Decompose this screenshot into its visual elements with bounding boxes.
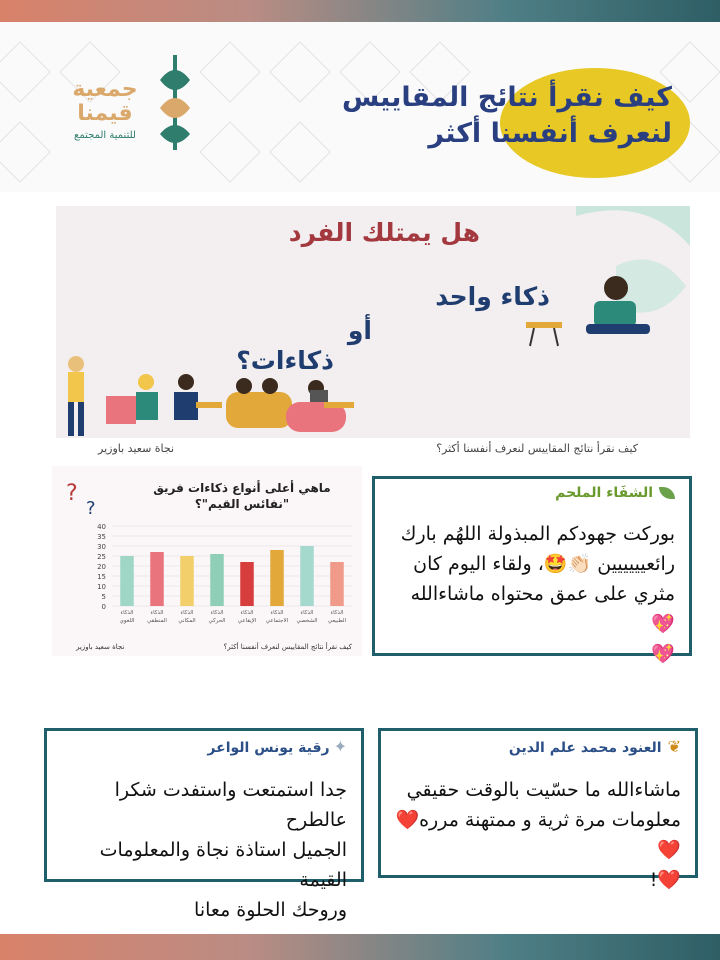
chart-bar xyxy=(150,552,164,606)
comment-card-3 xyxy=(44,728,364,921)
comment-card-1 xyxy=(372,476,692,665)
logo-tagline: للتنمية المجتمع xyxy=(74,130,136,141)
chart-title-line2: "نفائس القيم"؟ xyxy=(194,497,290,511)
y-tick-label: 30 xyxy=(97,543,106,551)
logo-name-line2: قيمنا xyxy=(77,101,133,126)
slide2-footer-title: كيف نقرأ نتائج المقاييس لنعرف أنفسنا أكثر؟ xyxy=(223,643,352,651)
y-tick-label: 25 xyxy=(97,553,106,561)
logo-emblem-icon xyxy=(150,50,200,160)
x-category-label: الذكاء xyxy=(300,610,314,616)
x-category-label: المنطقي xyxy=(147,618,167,624)
comment-2-line-3: ❤️! xyxy=(649,869,681,891)
comment-1-line-3: مثري على عمق محتواه ماشاءالله 💖 xyxy=(410,583,675,635)
comment-3-line-1: جدا استمتعت واستفدت شكرا عالطرح xyxy=(114,779,347,831)
comment-1-author xyxy=(555,485,675,501)
chart-bar xyxy=(210,554,224,606)
y-tick-label: 0 xyxy=(101,603,106,611)
butterfly-icon: ❦ xyxy=(667,737,681,756)
y-tick-label: 35 xyxy=(97,533,106,541)
x-category-label: الذكاء xyxy=(330,610,344,616)
x-category-label: الاجتماعي xyxy=(265,618,289,624)
comment-1-author-name: الشفَاء الملحم xyxy=(555,485,653,501)
comment-2-line-1: ماشاءالله ما حسّيت بالوقت حقيقي xyxy=(406,779,681,801)
x-category-label: الحركي xyxy=(208,618,226,624)
slide1-question: هل يمتلك الفرد xyxy=(288,218,480,247)
slide1-footer-title: كيف نقرأ نتائج المقاييس لنعرف أنفسنا أكثر؟ xyxy=(436,442,638,455)
dove-icon: ✦ xyxy=(333,737,347,756)
x-category-label: الشخصي xyxy=(296,618,318,624)
slide1-footer xyxy=(56,438,690,460)
chart-bar xyxy=(240,562,254,606)
slide-intelligences-question xyxy=(56,206,690,442)
comment-card-2 xyxy=(378,728,698,891)
page-title xyxy=(342,80,672,152)
chart-title-line1: ماهي أعلى أنواع ذكاءات فريق xyxy=(153,481,331,495)
x-category-label: الذكاء xyxy=(240,610,254,616)
slide1-footer-author: نجاة سعيد باوزير xyxy=(98,442,175,455)
slide1-intelligences: ذكاءات؟ xyxy=(236,346,334,375)
logo-name-line1: جمعية xyxy=(72,77,138,102)
y-tick-label: 40 xyxy=(97,523,106,531)
title-line2: لنعرف أنفسنا أكثر xyxy=(428,118,672,149)
bar-chart xyxy=(52,466,362,636)
slide-team-intelligence-chart xyxy=(52,466,362,656)
y-tick-label: 10 xyxy=(97,583,106,591)
comment-1-line-2: رائعيييييين 👏🏻🤩، ولقاء اليوم كان xyxy=(413,553,675,575)
comment-2-text xyxy=(395,775,681,895)
comment-2-line-2: معلومات مرة ثرية و ممتهنة مرره❤️❤️ xyxy=(395,809,681,861)
x-category-label: المكاني xyxy=(178,618,196,624)
chart-bar xyxy=(120,556,134,606)
y-tick-label: 5 xyxy=(101,593,106,601)
leaf-icon xyxy=(659,487,675,499)
x-category-label: اللغوي xyxy=(119,618,135,624)
slide1-one-intelligence: ذكاء واحد xyxy=(435,282,550,311)
comment-3-author-name: رقية يونس الواعر xyxy=(207,740,330,756)
comment-1-line-4: 💖 xyxy=(651,643,675,665)
comment-2-author xyxy=(509,737,681,756)
chart-bar xyxy=(330,562,344,606)
y-tick-label: 20 xyxy=(97,563,106,571)
comment-3-author xyxy=(207,737,347,756)
x-category-label: الذكاء xyxy=(120,610,134,616)
comment-3-text xyxy=(61,775,347,925)
logo-name xyxy=(60,78,150,126)
chart-bar xyxy=(270,550,284,606)
comment-3-line-3: وروحك الحلوة معانا xyxy=(194,899,347,921)
x-category-label: الذكاء xyxy=(150,610,164,616)
slide2-footer-author: نجاة سعيد باوزير xyxy=(76,643,125,651)
y-tick-label: 15 xyxy=(97,573,106,581)
comment-1-line-1: بوركت جهودكم المبذولة اللهُم بارك xyxy=(400,523,675,545)
slide1-or: أو xyxy=(347,316,372,345)
svg-text:?: ? xyxy=(66,481,78,506)
top-gradient-bar xyxy=(0,0,720,22)
x-category-label: الطبيعي xyxy=(327,618,347,624)
x-category-label: الذكاء xyxy=(180,610,194,616)
comment-3-line-2: الجميل استاذة نجاة والمعلومات القيمة xyxy=(99,839,347,891)
svg-text:?: ? xyxy=(86,498,96,519)
comment-2-author-name: العنود محمد علم الدين xyxy=(508,740,662,756)
chart-bar xyxy=(300,546,314,606)
comment-1-text xyxy=(389,519,675,669)
chart-bar xyxy=(180,556,194,606)
x-category-label: الذكاء xyxy=(210,610,224,616)
title-line1: كيف نقرأ نتائج المقاييس xyxy=(342,82,672,113)
x-category-label: الإيقاعي xyxy=(237,618,257,624)
x-category-label: الذكاء xyxy=(270,610,284,616)
bottom-gradient-bar xyxy=(0,934,720,960)
